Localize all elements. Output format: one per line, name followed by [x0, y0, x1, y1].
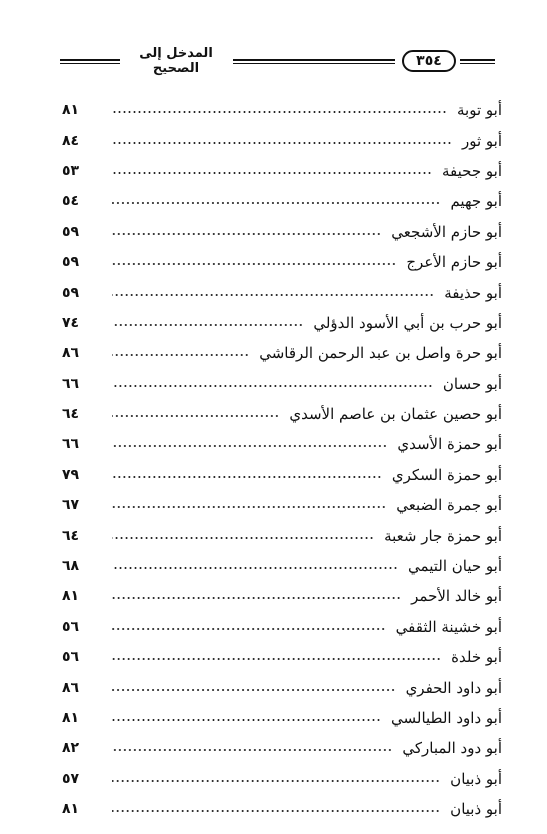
entry-page-number: ٥٣ [62, 162, 80, 179]
entry-name: أبو حذيفة [444, 283, 502, 302]
dot-leader [112, 324, 303, 326]
entry-page-number: ٦٦ [62, 375, 80, 392]
entry-name: أبو ثور [461, 131, 502, 150]
entry-name: أبو ذبيان [450, 800, 502, 819]
running-title: المدخل إلى الصحيح [139, 46, 213, 76]
dot-leader [112, 385, 433, 387]
index-entry [62, 95, 502, 125]
entry-page-number: ٥٦ [62, 618, 80, 635]
entry-name: أبو حسان [442, 374, 502, 393]
index-entry [62, 429, 502, 459]
header-rule-middle [233, 59, 395, 64]
index-entry [62, 156, 502, 186]
dot-leader [112, 810, 440, 812]
entry-name: أبو خشينة الثقفي [395, 617, 502, 636]
entry-name: أبو حازم الأشجعي [391, 222, 502, 241]
entry-name: أبو دود المباركي [402, 739, 502, 758]
index-entry [62, 764, 502, 794]
index-entry [62, 217, 502, 247]
entry-page-number: ٥٩ [62, 223, 80, 240]
entry-page-number: ٧٩ [62, 466, 80, 483]
dot-leader [112, 597, 401, 599]
index-entry [62, 186, 502, 216]
index-entry [62, 369, 502, 399]
dot-leader [112, 749, 392, 751]
entry-page-number: ٨١ [62, 102, 80, 119]
entry-name: أبو حرب بن أبي الأسود الدؤلي [313, 313, 502, 332]
entry-page-number: ٦٤ [62, 406, 80, 423]
dot-leader [112, 780, 440, 782]
index-entry [62, 642, 502, 672]
entry-name: أبو ذبيان [450, 769, 502, 788]
page-number-badge: ٣٥٤ [402, 50, 456, 72]
entry-page-number: ٦٤ [62, 527, 80, 544]
entry-name: أبو داود الطيالسي [391, 709, 502, 727]
index-list [62, 95, 502, 824]
dot-leader [112, 354, 249, 356]
index-entry [62, 308, 502, 338]
entry-name: أبو حازم الأعرج [406, 253, 502, 272]
entry-page-number: ٨٤ [62, 132, 80, 149]
header-rule-left [60, 59, 120, 64]
header-rule-right [460, 59, 495, 64]
index-entry [62, 460, 502, 490]
entry-page-number: ٥٩ [62, 284, 80, 301]
dot-leader [112, 445, 387, 447]
dot-leader [112, 415, 279, 417]
entry-page-number: ٨٢ [62, 740, 80, 757]
entry-name: أبو جهيم [450, 192, 502, 211]
dot-leader [112, 172, 432, 174]
index-entry [62, 551, 502, 581]
entry-page-number: ٧٤ [62, 314, 80, 331]
dot-leader [112, 233, 381, 235]
index-entry [62, 794, 502, 824]
dot-leader [112, 567, 398, 569]
entry-page-number: ٨١ [62, 801, 80, 818]
entry-page-number: ٨٦ [62, 345, 80, 362]
index-entry [62, 399, 502, 429]
entry-page-number: ٥٤ [62, 193, 80, 210]
index-entry [62, 703, 502, 733]
entry-page-number: ٨١ [62, 710, 80, 726]
index-entry [62, 581, 502, 611]
entry-name: أبو حمزة السكري [391, 465, 502, 484]
dot-leader [112, 111, 447, 113]
entry-page-number: ٥٧ [62, 770, 80, 787]
entry-page-number: ٦٨ [62, 558, 80, 575]
entry-page-number: ٦٧ [62, 497, 80, 514]
entry-name: أبو توبة [457, 101, 502, 120]
index-entry [62, 125, 502, 155]
entry-page-number: ٥٩ [62, 254, 80, 271]
dot-leader [112, 202, 440, 204]
index-entry [62, 277, 502, 307]
entry-name: أبو حرة واصل بن عبد الرحمن الرقاشي [259, 344, 502, 363]
entry-page-number: ٨١ [62, 588, 80, 605]
entry-name: أبو حيان التيمي [408, 557, 502, 576]
dot-leader [112, 658, 441, 660]
dot-leader [112, 142, 452, 144]
entry-page-number: ٦٦ [62, 436, 80, 453]
entry-page-number: ٥٦ [62, 649, 80, 666]
dot-leader [112, 628, 386, 630]
index-entry [62, 490, 502, 520]
entry-name: أبو جحيفة [442, 161, 502, 180]
entry-name: أبو خلدة [451, 648, 502, 667]
entry-page-number: ٨٦ [62, 679, 80, 696]
index-entry [62, 520, 502, 550]
dot-leader [112, 506, 386, 508]
index-entry [62, 733, 502, 763]
dot-leader [112, 294, 434, 296]
dot-leader [112, 263, 396, 265]
index-entry [62, 247, 502, 277]
entry-name: أبو خالد الأحمر [411, 587, 502, 606]
entry-name: أبو جمرة الضبعي [396, 496, 502, 515]
entry-name: أبو داود الحفري [405, 678, 502, 697]
entry-name: أبو حمزة الأسدي [397, 435, 502, 454]
entry-name: أبو حصين عثمان بن عاصم الأسدي [289, 405, 502, 424]
dot-leader [112, 689, 396, 691]
dot-leader [112, 476, 382, 478]
dot-leader [112, 719, 381, 721]
dot-leader [112, 537, 374, 539]
index-entry [62, 672, 502, 702]
page-header [0, 40, 547, 80]
index-entry [62, 612, 502, 642]
index-entry [62, 338, 502, 368]
entry-name: أبو حمزة جار شعبة [384, 526, 502, 545]
